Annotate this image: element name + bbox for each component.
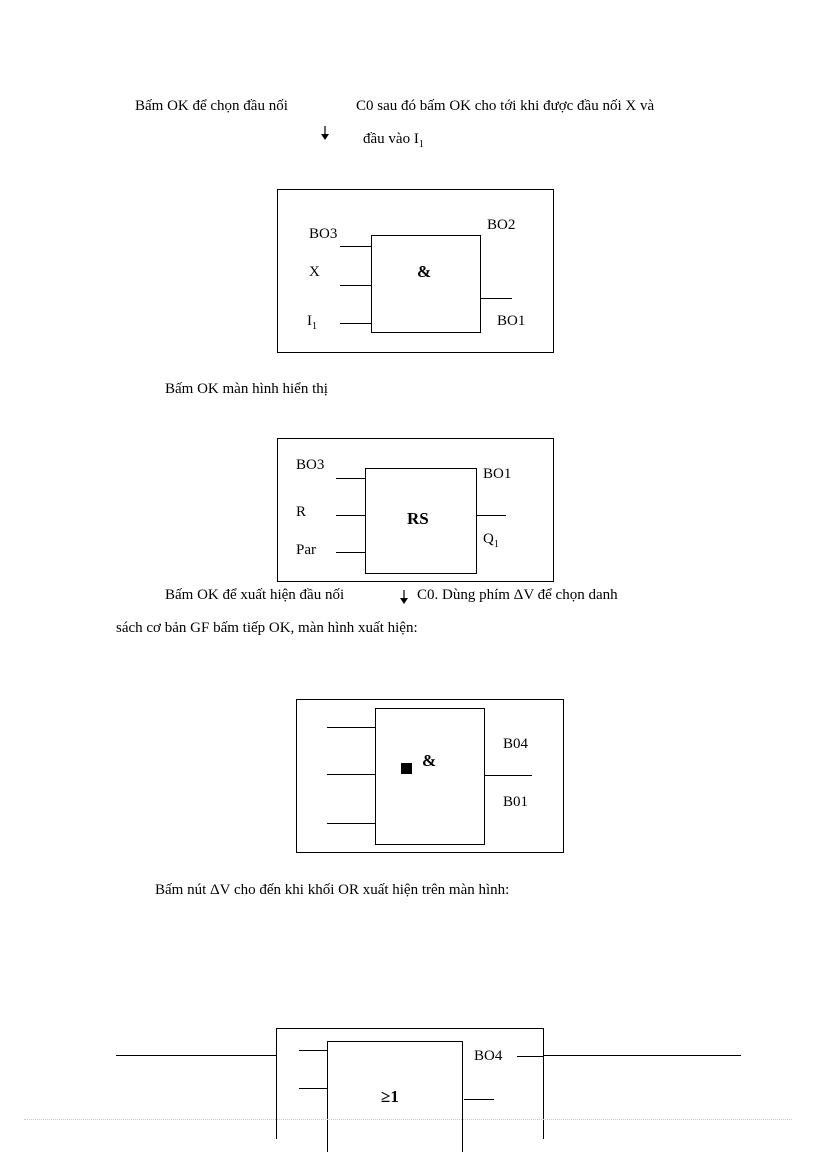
down-arrow-icon [399,590,409,604]
output-line [484,775,532,776]
label-x: X [309,264,320,280]
label-bo4: BO4 [474,1048,503,1064]
paragraph-3-text-b: C0. Dùng phím ΔV để chọn danh [417,587,618,603]
paragraph-4-text: Bấm nút ΔV cho đến khi khối OR xuất hiện trên màn hình: [155,882,510,898]
label-bo1: BO1 [483,466,512,482]
paragraph-2-text: Bấm OK màn hình hiển thị [165,381,328,397]
output-line [476,515,506,516]
label-bo1: B01 [503,794,529,810]
diagram-3-frame [296,699,564,853]
horizontal-rule-right [544,1055,741,1056]
and-gate-symbol: & [417,262,432,281]
and-gate-symbol: & [422,751,437,770]
input-line-1 [336,478,365,479]
paragraph-1-line-2: đầu vào $I_1$ [363,131,424,150]
input-line-3 [340,323,371,324]
paragraph-1-text-a: Bấm OK để chọn đầu nối [135,98,288,114]
label-i1: $I_1$ [307,313,317,332]
output-line-top [517,1056,543,1057]
output-line [480,298,512,299]
paragraph-1-text-b: C0 sau đó bấm OK cho tới khi được đầu nối X và [356,98,655,114]
input-line-3 [327,823,375,824]
paragraph-3-line-2: sách cơ bản GF bấm tiếp OK, màn hình xuất hiện: [116,620,418,636]
and-gate-block [371,235,481,333]
label-bo3: BO3 [309,226,338,242]
input-line-1 [327,727,375,728]
page-bottom-dotted-line [24,1119,792,1120]
or-gate-symbol: ≥1 [381,1087,399,1106]
paragraph-3-text-a: Bấm OK để xuất hiện đầu nối [165,587,345,603]
diagram-4-frame [276,1028,544,1139]
cursor-square-icon [401,763,412,774]
rs-gate-symbol: RS [407,509,429,528]
input-line-2 [299,1088,327,1089]
output-line [464,1099,494,1100]
input-line-1 [340,246,371,247]
diagram-2-frame [277,438,554,582]
diagram-1-frame [277,189,554,353]
down-arrow-icon [320,126,330,140]
input-line-2 [336,515,365,516]
and-gate-block [375,708,485,845]
input-line-3 [336,552,365,553]
horizontal-rule-left [116,1055,276,1056]
label-bo2: BO2 [487,217,516,233]
input-line-2 [340,285,371,286]
label-par: Par [296,542,316,558]
input-line-1 [299,1050,327,1051]
label-q1: $Q_1$ [483,531,499,550]
input-line-2 [327,774,375,775]
label-bo1: BO1 [497,313,526,329]
label-r: R [296,504,307,520]
label-bo3: BO3 [296,457,325,473]
label-bo4: B04 [503,736,529,752]
